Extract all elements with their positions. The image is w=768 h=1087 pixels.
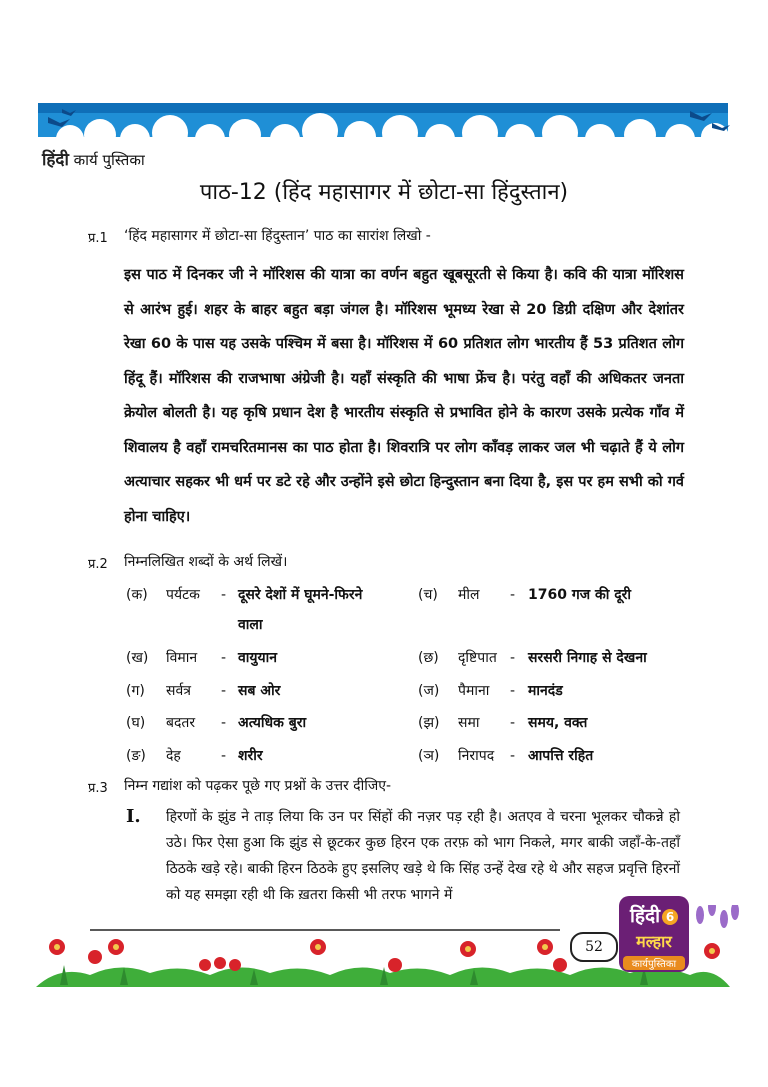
vocab-label: (ज) <box>418 683 440 699</box>
vocab-dash: - <box>510 748 516 764</box>
vocab-meaning: समय, वक्त <box>528 715 588 731</box>
vocab-label: (छ) <box>418 650 439 666</box>
q1-answer-summary: इस पाठ में दिनकर जी ने मॉरिशस की यात्रा का वर्णन बहुत खूबसूरती से किया है। कवि की यात्रा मॉरिशस से आरंभ हुई। शहर के बाहर बहुत बड़ा जंगल है। मॉरिशस भूमध्य रेखा से 20 डिग्री दक्षिण और देशांतर रेखा 60 के पास यह उसके पश्चिम में बसा है। मॉरिशस में 60 प्रतिशत लोग भारतीय हैं 53 प्रतिशत लोग हिंदू हैं। मॉरिशस की राजभाषा अंग्रेजी है। यहाँ संस्कृति की भाषा फ्रेंच है। परंतु वहाँ की अधिकतर जनता क्रेयोल बोलती है। यह कृषि प्रधान देश है भारतीय संस्कृति से प्रभावित होने के कारण उसके प्रत्येक गाँव में शिवालय है वहाँ रामचरितमानस का पाठ होता है। शिवरात्रि पर लोग काँवड़ लाकर जल भी चढ़ाते हैं ये लोग अत्याचार सहकर भी धर्म पर डटे रहे और उन्होंने इसे छोटा हिन्दुस्तान बना दिया है, इस पर हम सभी को गर्व होना चाहिए। <box>124 267 684 525</box>
logo-grade: 6 <box>662 909 678 925</box>
vocab-dash: - <box>221 748 227 764</box>
vocab-word: पैमाना <box>458 683 490 699</box>
q1-question: ‘हिंद महासागर में छोटा-सा हिंदुस्तान’ पाठ का सारांश लिखो - <box>124 228 431 244</box>
vocab-word: समा <box>458 715 480 731</box>
vocab-label: (ञ) <box>418 748 440 764</box>
vocab-meaning: शरीर <box>238 748 263 764</box>
book-title-hindi: हिंदी <box>42 150 69 170</box>
vocab-label: (घ) <box>126 715 146 731</box>
logo-tagline: कार्यपुस्तिका <box>623 956 685 970</box>
passage-text: हिरणों के झुंड ने ताड़ लिया कि उन पर सिंहों की नज़र पड़ रही है। अतएव वे चरना भूलकर चौकन्ने हो उठे। फिर ऐसा हुआ कि झुंड से छूटकर कुछ हिरन एक तरफ़ को भाग निकले, मगर बाकी जहाँ-के-तहाँ ठिठके खड़े रहे। बाकी हिरन ठिठके हुए इसलिए खड़े थे कि सिंह उन्हें देख रहे थे और सहज प्रवृत्ति हिरनों को यह समझा रही थी कि ख़तरा किसी भी तरफ भागने में <box>166 809 680 903</box>
logo-subtitle: मल्हार <box>636 932 672 951</box>
vocab-meaning: वायुयान <box>238 650 278 666</box>
vocab-word: सर्वत्र <box>166 683 191 699</box>
vocab-dash: - <box>510 715 516 731</box>
vocab-label: (च) <box>418 587 438 603</box>
vocab-meaning: 1760 गज की दूरी <box>528 587 632 603</box>
vocab-label: (ख) <box>126 650 149 666</box>
vocab-meaning: सरसरी निगाह से देखना <box>528 650 647 666</box>
book-title-rest: कार्य पुस्तिका <box>73 151 145 169</box>
vocab-word: दृष्टिपात <box>458 650 497 666</box>
vocab-word: बदतर <box>166 715 196 731</box>
vocab-meaning: अत्यधिक बुरा <box>238 715 307 731</box>
q3-number: प्र.3 <box>88 781 108 796</box>
q2-question: निम्नलिखित शब्दों के अर्थ लिखें। <box>124 554 288 570</box>
vocab-dash: - <box>221 650 227 666</box>
book-label <box>42 147 145 170</box>
q3-question: निम्न गद्यांश को पढ़कर पूछे गए प्रश्नों के उत्तर दीजिए- <box>124 778 392 794</box>
chapter-title: पाठ-12 (हिंद महासागर में छोटा-सा हिंदुस्तान) <box>199 180 569 205</box>
vocab-dash: - <box>510 650 516 666</box>
vocab-word: मील <box>458 587 480 603</box>
vocab-dash: - <box>221 587 227 603</box>
vocab-dash: - <box>510 683 516 699</box>
vocab-dash: - <box>221 715 227 731</box>
header-sky-clouds-decoration <box>0 95 768 155</box>
vocab-word: देह <box>166 748 181 764</box>
vocab-dash: - <box>221 683 227 699</box>
vocab-label: (ङ) <box>126 748 146 764</box>
lavender-icon <box>696 905 739 928</box>
vocab-word: निरापद <box>458 748 495 764</box>
vocab-meaning: मानदंड <box>528 683 563 699</box>
book-logo <box>619 896 689 972</box>
vocab-label: (क) <box>126 587 148 603</box>
vocab-meaning-continued: वाला <box>238 617 263 633</box>
vocab-word: विमान <box>166 650 198 666</box>
page-number: 52 <box>570 932 618 962</box>
vocab-meaning: सब ओर <box>238 683 281 699</box>
vocab-meaning: दूसरे देशों में घूमने-फिरने <box>238 587 363 603</box>
vocab-dash: - <box>510 587 516 603</box>
q1-number: प्र.1 <box>88 231 108 246</box>
logo-title: हिंदी <box>629 905 661 927</box>
q2-number: प्र.2 <box>88 557 108 572</box>
passage-number: I. <box>126 806 141 827</box>
vocab-label: (ग) <box>126 683 145 699</box>
vocab-label: (झ) <box>418 715 440 731</box>
vocab-meaning: आपत्ति रहित <box>528 748 594 764</box>
vocab-word: पर्यटक <box>166 587 200 603</box>
